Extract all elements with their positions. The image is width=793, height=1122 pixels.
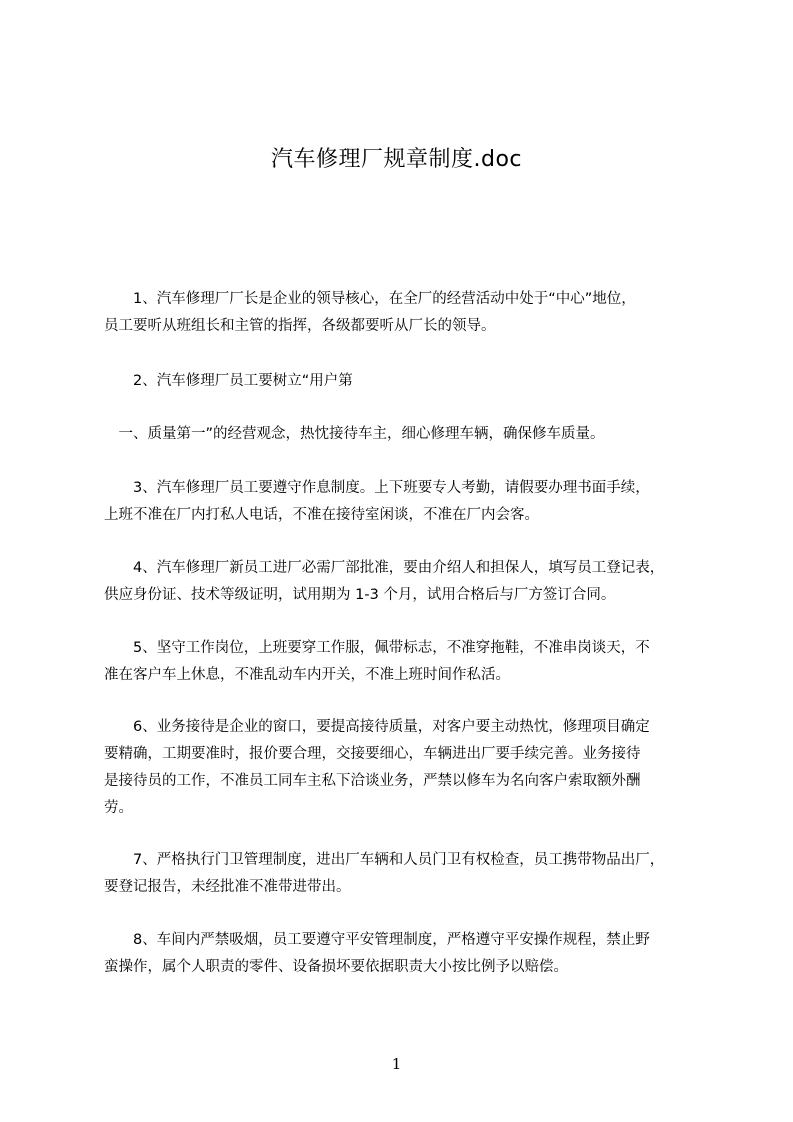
paragraph-rule-6 <box>104 714 724 822</box>
paragraph-rule-2-continued <box>104 421 724 448</box>
paragraph-line: 1、汽车修理厂厂长是企业的领导核心，在全厂的经营活动中处于“中心”地位， <box>104 291 636 307</box>
paragraph-line: 员工要听从班组长和主管的指挥，各级都要听从厂长的领导。 <box>104 318 496 334</box>
paragraph-line: 7、严格执行门卫管理制度，进出厂车辆和人员门卫有权检查，员工携带物品出厂， <box>104 852 665 868</box>
paragraph-rule-7 <box>104 847 724 901</box>
paragraph-line: 3、汽车修理厂员工要遵守作息制度。上下班要专人考勤，请假要办理书面手续， <box>104 480 650 496</box>
paragraph-line: 8、车间内严禁吸烟，员工要遵守平安管理制度，严格遵守平安操作规程，禁止野 <box>104 932 650 948</box>
paragraph-line: 5、坚守工作岗位，上班要穿工作服，佩带标志，不准穿拖鞋，不准串岗谈天，不 <box>104 640 650 656</box>
paragraph-line: 2、汽车修理厂员工要树立“用户第 <box>104 373 353 389</box>
paragraph-rule-3 <box>104 475 724 529</box>
paragraph-line: 是接待员的工作，不准员工同车主私下洽谈业务，严禁以修车为名向客户索取额外酬 <box>104 773 641 789</box>
paragraph-line: 准在客户车上休息，不准乱动车内开关，不准上班时间作私活。 <box>104 667 510 683</box>
paragraph-rule-2 <box>104 368 724 395</box>
paragraph-rule-5 <box>104 635 724 689</box>
paragraph-line: 上班不准在厂内打私人电话，不准在接待室闲谈，不准在厂内会客。 <box>104 507 539 523</box>
document-title: 汽车修理厂规章制度.doc <box>270 147 522 172</box>
paragraph-rule-8 <box>104 927 724 981</box>
paragraph-line: 要精确，工期要准时，报价要合理，交接要细心，车辆进出厂要手续完善。业务接待 <box>104 746 641 762</box>
paragraph-rule-1 <box>104 286 724 340</box>
paragraph-line: 劳。 <box>104 800 133 816</box>
paragraph-line: 6、业务接待是企业的窗口，要提高接待质量，对客户要主动热忱，修理项目确定 <box>104 719 650 735</box>
page-number: 1 <box>391 1055 402 1073</box>
paragraph-line: 蛮操作，属个人职责的零件、设备损坏要依据职责大小按比例予以赔偿。 <box>104 959 568 975</box>
paragraph-rule-4 <box>104 555 724 609</box>
paragraph-line: 4、汽车修理厂新员工进厂必需厂部批准，要由介绍人和担保人，填写员工登记表， <box>104 560 665 576</box>
paragraph-line: 一、质量第一”的经营观念，热忱接待车主，细心修理车辆，确保修车质量。 <box>104 426 605 442</box>
paragraph-line: 要登记报告，未经批准不准带进带出。 <box>104 879 351 895</box>
paragraph-line: 供应身份证、技术等级证明，试用期为 1-3 个月，试用合格后与厂方签订合同。 <box>104 587 616 603</box>
